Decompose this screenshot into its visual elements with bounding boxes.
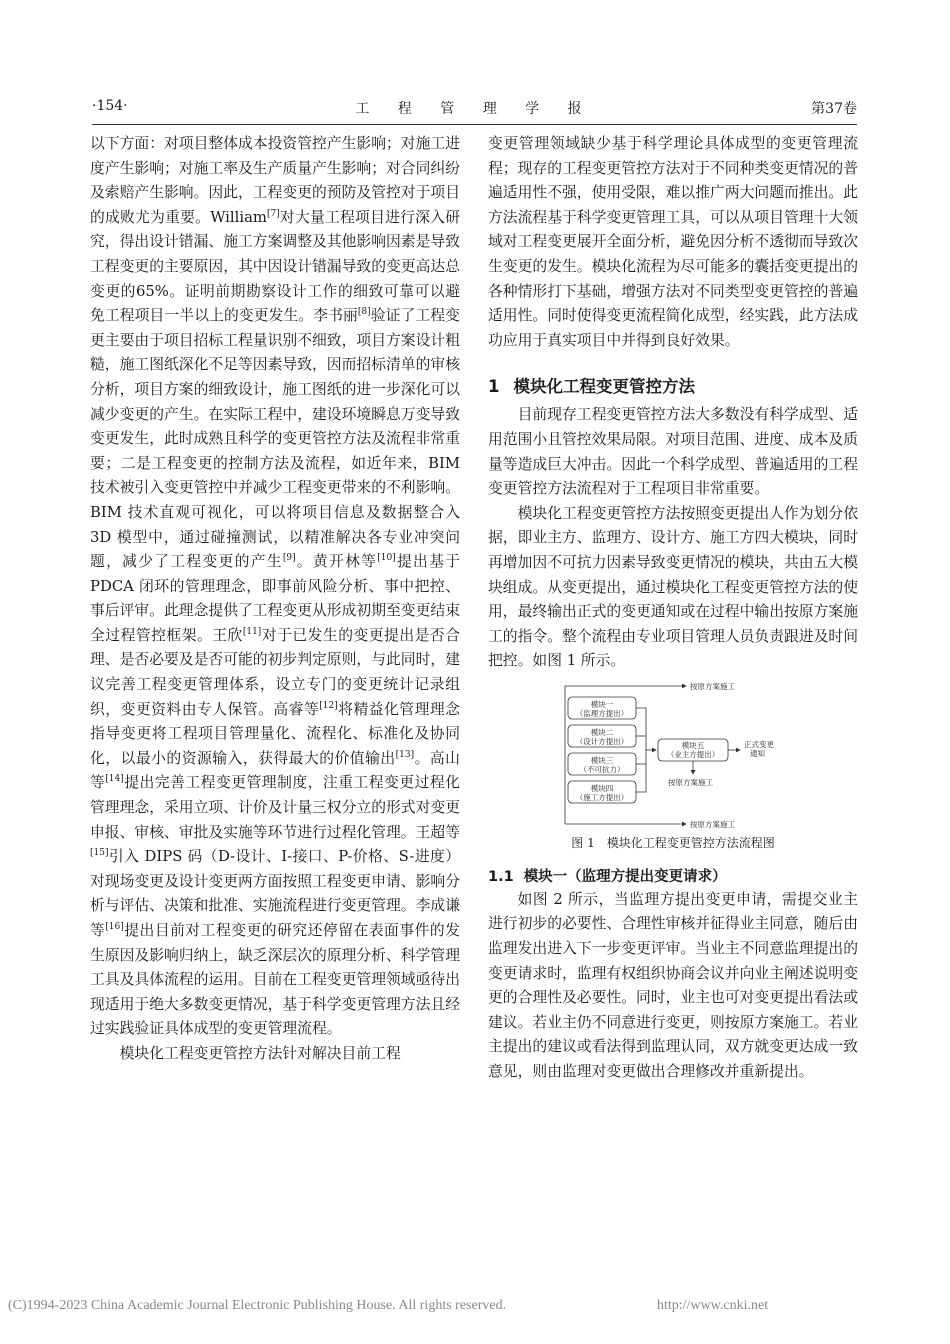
citation[interactable]: [11] <box>242 626 262 637</box>
module-2-title: 模块二 <box>590 727 614 737</box>
module-5-title: 模块五 <box>681 740 705 750</box>
paragraph: 变更管理领域缺少基于科学理论具体成型的变更管理流程；现存的工程变更管控方法对于不同种类变更情况的普遍适用性不强，使用受限，难以推广两大问题而推出。此方法流程基于科学变更管理工具，可以从项目管理十大领域对工程变更展开全面分析，避免因分析不透彻而导致次生变更的发生。模块化流程为尽可能多的囊括变更提出的各种情形打下基础，增强方法对不同类型变更管控的普遍适用性。同时使得变更流程简化成型，经实践，此方法成功应用于真实项目中并得到良好效果。 <box>488 135 858 349</box>
flow-label-orig-bottom: 按原方案施工 <box>690 819 735 829</box>
citation[interactable]: [10] <box>377 553 396 564</box>
left-column <box>90 132 460 1067</box>
module-3-sub: （不可抗力） <box>579 764 625 774</box>
module-5-sub: （业主方提出） <box>666 749 720 759</box>
section-heading: 1 模块化工程变更管控方法 <box>488 377 695 397</box>
module-2-sub: （设计方提出） <box>575 736 629 746</box>
flowchart-figure <box>488 682 858 830</box>
flowchart <box>488 682 858 830</box>
citation[interactable]: [15] <box>90 848 109 859</box>
copyright-notice: (C)1994-2023 China Academic Journal Electronic Publishing House. All rights reserved. <box>8 1298 507 1313</box>
module-1-title: 模块一 <box>590 699 614 709</box>
page-number: ·154· <box>92 98 128 114</box>
citation[interactable]: [7] <box>266 208 280 219</box>
module-4-sub: （施工方提出） <box>575 792 629 802</box>
flow-label-orig-top: 按原方案施工 <box>690 681 735 691</box>
citation[interactable]: [16] <box>105 922 124 933</box>
right-column <box>488 132 858 1085</box>
subsection-heading: 1.1 模块一（监理方提出变更请求） <box>488 868 727 885</box>
citation[interactable]: [9] <box>282 553 296 564</box>
paragraph: 以下方面：对项目整体成本投资管控产生影响；对施工进度产生影响；对施工率及生产质量产生影响；对合同纠纷及索赔产生影响。因此，工程变更的预防及管控对于项目的成败尤为重要。William[7]对大量工程项目进行深入研究，得出设计错漏、施工方案调整及其他影响因素是导致工程变更的主要原因，其中因设计错漏导致的变更高达总变更的65%。证明前期勘察设计工作的细致可靠可以避免工程项目一半以上的变更发生。李书丽[8]验证了工程变更主要由于项目招标工程量识别不细致，项目方案设计粗糙，施工图纸深化不足等因素导致，因而招标清单的审核分析，项目方案的细致设计，施工图纸的进一步深化可以减少变更的产生。在实际工程中，建设环境瞬息万变导致变更发生，此时成熟且科学的变更管控方法及流程非常重要；二是工程变更的控制方法及流程，如近年来，BIM 技术被引入变更管控中并减少工程变更带来的不利影响。BIM 技术直观可视化，可以将项目信息及数据整合入 3D 模型中，通过碰撞测试，以精准解决各专业冲突问题，减少了工程变更的产生[9]。黄开林等[10]提出基于 PDCA 闭环的管理理念，即事前风险分析、事中把控、事后评审。此理念提供了工程变更从形成初期至变更结束全过程管控框架。王欣[11]对于已发生的变更提出是否合理、是否必要及是否可能的初步判定原则，与此同时，建议完善工程变更管理体系，设立专门的变更统计记录组织，变更资料由专人保管。高睿等[12]将精益化管理理念指导变更将工程项目管理量化、流程化、标准化及协同化，以最小的资源输入，获得最大的价值输出[13]。高山等[14]提出完善工程变更管理制度，注重工程变更过程化管理理念，采用立项、计价及计量三权分立的形式对变更申报、审核、审批及实施等环节进行过程化管理。王超等[15]引入 DIPS 码（D-设计、I-接口、P-价格、S-进度）对现场变更及设计变更两方面按照工程变更申请、影响分析与评估、决策和批准、实施流程进行变更管理。李成谦等[16]提出目前对工程变更的研究还停留在表面事件的发生原因及影响归纳上，缺乏深层次的原理分析、科学管理工具及具体流程的运用。目前在工程变更管理领域亟待出现适用于绝大多数变更情况，基于科学变更管理方法且经过实践验证具体成型的变更管理流程。 <box>90 135 460 1038</box>
footer-link[interactable]: http://www.cnki.net <box>657 1298 769 1313</box>
journal-title: 工 程 管 理 学 报 <box>355 101 594 117</box>
citation[interactable]: [12] <box>319 700 338 711</box>
volume-label: 第37卷 <box>811 101 857 117</box>
output-label-b: 通知 <box>750 748 765 758</box>
figure-caption: 图 1 模块化工程变更管控方法流程图 <box>571 835 775 850</box>
header-rule <box>92 124 857 125</box>
output-label-a: 正式变更 <box>744 739 774 749</box>
citation[interactable]: [13] <box>395 749 415 760</box>
flow-label-orig-mid: 按原方案施工 <box>668 777 713 787</box>
paragraph: 目前现存工程变更管控方法大多数没有科学成型、适用范围小且管控效果局限。对项目范围、进度、成本及质量等造成巨大冲击。因此一个科学成型、普遍适用的工程变更管控方法流程对于工程项目非常重要。 <box>488 406 858 498</box>
module-3-title: 模块三 <box>590 755 614 765</box>
module-4-title: 模块四 <box>590 783 614 793</box>
module-1-sub: （监理方提出） <box>575 708 629 718</box>
running-header <box>92 98 857 120</box>
paragraph: 模块化工程变更管控方法针对解决目前工程 <box>119 1044 401 1062</box>
citation[interactable]: [14] <box>105 774 124 785</box>
citation[interactable]: [8] <box>357 307 371 318</box>
paragraph: 模块化工程变更管控方法按照变更提出人作为划分依据，即业主方、监理方、设计方、施工方四大模块，同时再增加因不可抗力因素导致变更情况的模块，共由五大模块组成。从变更提出，通过模块化工程变更管控方法的使用，最终输出正式的变更通知或在过程中输出按原方案施工的指令。整个流程由专业项目管理人员负责跟进及时间把控。如图 1 所示。 <box>488 504 858 670</box>
paragraph: 如图 2 所示，当监理方提出变更申请，需提交业主进行初步的必要性、合理性审核并征得业主同意，随后由监理发出进入下一步变更评审。当业主不同意监理提出的变更请求时，监理有权组织协商会议并向业主阐述说明变更的合理性及必要性。同时，业主也可对变更提出看法或建议。若业主仍不同意进行变更，则按原方案施工。若业主提出的建议或看法得到监理认同，双方就变更达成一致意见，则由监理对变更做出合理修改并重新提出。 <box>488 890 858 1081</box>
